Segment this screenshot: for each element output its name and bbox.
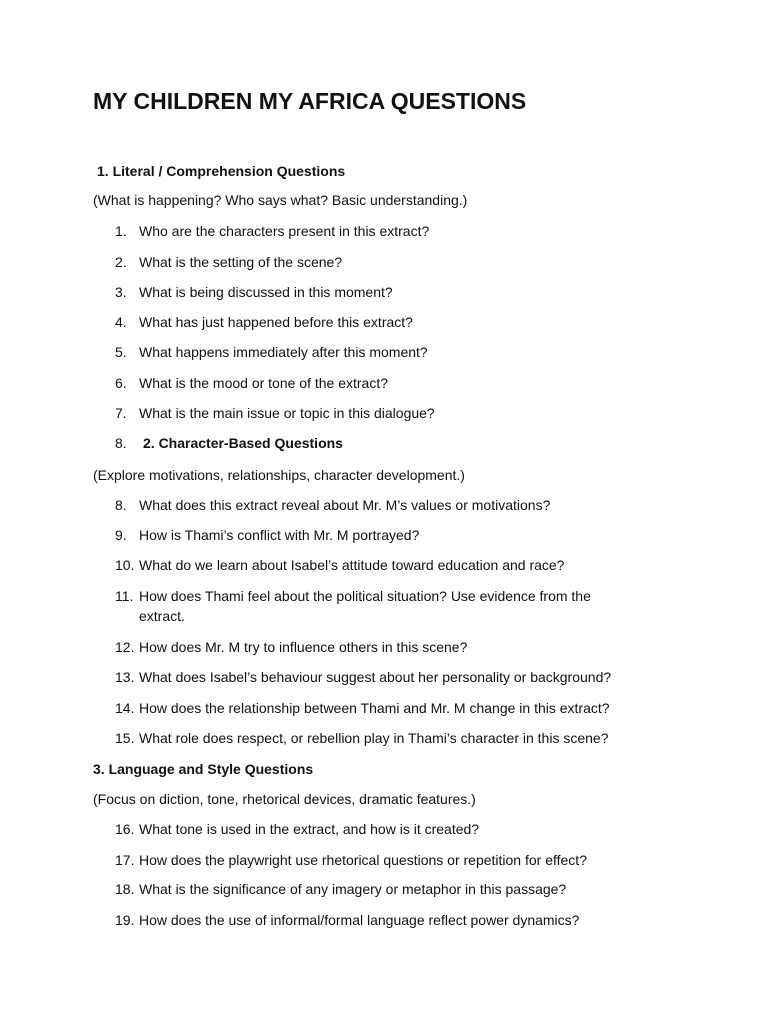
list-item [115,312,655,332]
section-note-character: (Explore motivations, relationships, character development.) [93,467,465,483]
item-number: 17. [115,852,135,868]
question-text: What is the setting of the scene? [139,254,343,270]
section-heading-character [115,433,655,453]
item-number: 13. [115,669,135,685]
item-number: 4. [115,314,127,330]
list-item [115,252,655,272]
question-text: What is the mood or tone of the extract? [139,375,389,391]
question-text: What role does respect, or rebellion play in Thami’s character in this scene? [139,730,609,746]
list-item [115,850,655,870]
list-item [115,819,655,839]
list-item [115,495,655,515]
question-text: What is being discussed in this moment? [139,284,393,300]
item-number: 10. [115,557,135,573]
list-item [115,282,655,302]
list-item [115,586,630,626]
question-text: What has just happened before this extract? [139,314,413,330]
list-item [115,667,655,687]
item-number: 16. [115,821,135,837]
question-text: What does Isabel’s behaviour suggest about her personality or background? [139,669,612,685]
question-text: How does the relationship between Thami and Mr. M change in this extract? [139,700,610,716]
question-text: What do we learn about Isabel’s attitude toward education and race? [139,557,565,573]
list-item [115,910,655,930]
question-text: Who are the characters present in this extract? [139,223,430,239]
item-number: 15. [115,730,135,746]
list-item [115,698,655,718]
list-item [115,555,655,575]
list-item [115,373,655,393]
question-text: What is the main issue or topic in this dialogue? [139,405,435,421]
question-text: How does Mr. M try to influence others in this scene? [139,639,468,655]
item-number: 12. [115,639,135,655]
question-text: How does the use of informal/formal language reflect power dynamics? [139,912,580,928]
question-text: How does the playwright use rhetorical questions or repetition for effect? [139,852,587,868]
list-item [115,879,655,899]
item-number: 8. [115,435,127,451]
list-item [115,637,655,657]
item-number: 2. [115,254,127,270]
section-heading-language: 3. Language and Style Questions [93,761,314,777]
item-number: 6. [115,375,127,391]
page-title: MY CHILDREN MY AFRICA QUESTIONS [93,88,527,114]
question-text: What is the significance of any imagery or metaphor in this passage? [139,881,567,897]
item-number: 1. [115,223,127,239]
list-item [115,728,655,748]
item-number: 3. [115,284,127,300]
section-heading-text: 2. Character-Based Questions [143,435,343,451]
list-item [115,403,655,423]
item-number: 5. [115,344,127,360]
list-item [115,221,655,241]
question-text: What does this extract reveal about Mr. M’s values or motivations? [139,497,551,513]
question-text: How does Thami feel about the political situation? Use evidence from the extract. [139,588,591,624]
list-item [115,525,655,545]
item-number: 14. [115,700,135,716]
item-number: 7. [115,405,127,421]
item-number: 9. [115,527,127,543]
list-item [115,342,655,362]
item-number: 19. [115,912,135,928]
section-note-language: (Focus on diction, tone, rhetorical devices, dramatic features.) [93,791,476,807]
item-number: 11. [115,588,134,604]
question-text: What happens immediately after this moment? [139,344,428,360]
item-number: 18. [115,881,135,897]
section-heading-literal: 1. Literal / Comprehension Questions [97,163,346,179]
question-text: How is Thami’s conflict with Mr. M portrayed? [139,527,420,543]
section-note-literal: (What is happening? Who says what? Basic understanding.) [93,192,468,208]
item-number: 8. [115,497,127,513]
question-text: What tone is used in the extract, and how is it created? [139,821,480,837]
